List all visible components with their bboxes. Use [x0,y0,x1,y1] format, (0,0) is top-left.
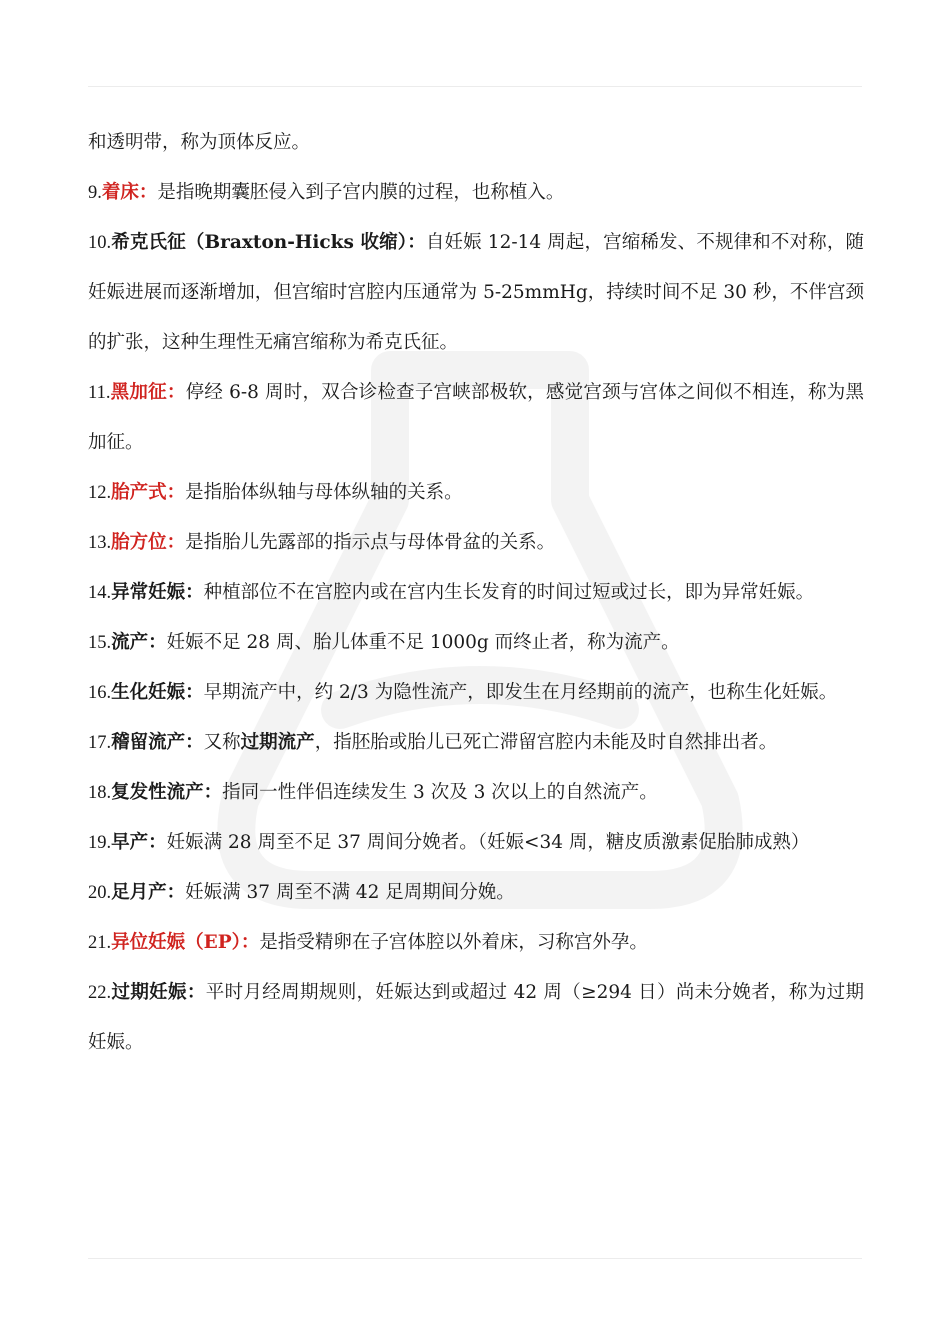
term-separator: ： [166,532,186,553]
item-term: 足月产 [111,882,167,903]
item-term: 希克氏征（Braxton-Hicks 收缩） [111,232,408,253]
item-number: 16. [88,683,112,703]
item-number: 11. [88,383,111,403]
item-term: 胎产式 [111,482,167,503]
definition-item [88,868,864,918]
item-definition: 指同一性伴侣连续发生 3 次及 3 次以上的自然流产。 [222,782,658,803]
item-definition: 平时月经周期规则，妊娠达到或超过 42 周（≥294 日）尚未分娩者，称为过期妊娠。 [88,982,864,1053]
item-term: 生化妊娠 [111,682,186,703]
footer-rule [88,1258,862,1259]
definition-item [88,368,864,468]
definition-item [88,968,864,1068]
term-separator: ： [203,782,223,803]
item-term: 异位妊娠（EP） [111,932,241,953]
definition-item [88,918,864,968]
term-separator: ： [148,632,167,653]
term-separator: ： [185,732,204,753]
item-number: 17. [88,733,112,753]
item-definition: 妊娠满 37 周至不满 42 足周期间分娩。 [185,882,515,903]
definition-item [88,618,864,668]
term-separator: ： [185,682,204,703]
item-number: 19. [88,833,112,853]
item-definition: ，指胚胎或胎儿已死亡滞留宫腔内未能及时自然排出者。 [314,732,778,753]
item-definition: 早期流产中，约 2/3 为隐性流产，即发生在月经期前的流产，也称生化妊娠。 [203,682,838,703]
term-separator: ： [166,382,186,403]
item-number: 15. [88,633,112,653]
definition-item [88,668,864,718]
definition-item [88,218,864,368]
term-separator: ： [148,832,167,853]
item-definition: 是指晚期囊胚侵入到子宫内膜的过程，也称植入。 [157,182,565,203]
item-number: 9. [88,183,102,203]
term-separator: ： [138,182,158,203]
item-definition: 自妊娠 12-14 周起，宫缩稀发、不规律和不对称，随妊娠进展而逐渐增加，但宫缩时宫腔内压通常为 5-25mmHg，持续时间不足 30 秒，不伴宫颈的扩张，这种生理性无痛宫缩称为希克氏征。 [88,232,864,353]
definition-item [88,568,864,618]
term-separator: ： [186,982,206,1003]
item-definition: 是指受精卵在子宫体腔以外着床，习称宫外孕。 [259,932,648,953]
term-separator: ： [185,582,204,603]
item-number: 20. [88,883,112,903]
item-term: 早产 [111,832,149,853]
item-number: 14. [88,583,112,603]
paragraph-continuation [88,118,864,168]
item-definition: 妊娠满 28 周至不足 37 周间分娩者。（妊娠<34 周，糖皮质激素促胎肺成熟） [166,832,810,853]
term-separator: ： [240,932,260,953]
term-separator: ： [166,482,186,503]
item-term: 过期妊娠 [111,982,187,1003]
item-number: 21. [88,933,112,953]
term-separator: ： [166,882,186,903]
definition-item [88,468,864,518]
definition-item [88,718,864,768]
item-term: 流产 [111,632,149,653]
paragraph-text: 和透明带，称为顶体反应。 [88,132,311,153]
item-number: 22. [88,983,112,1003]
definition-item [88,818,864,868]
term-separator: ： [407,232,426,253]
item-term: 黑加征 [110,382,167,403]
item-definition: 是指胎体纵轴与母体纵轴的关系。 [185,482,463,503]
item-definition: 种植部位不在宫腔内或在宫内生长发育的时间过短或过长，即为异常妊娠。 [203,582,815,603]
definition-item [88,518,864,568]
item-definition: 是指胎儿先露部的指示点与母体骨盆的关系。 [185,532,556,553]
item-number: 10. [88,233,112,253]
header-rule [88,86,862,87]
item-term: 稽留流产 [111,732,186,753]
item-term: 胎方位 [111,532,167,553]
item-number: 18. [88,783,112,803]
definition-item [88,168,864,218]
document-body [88,118,864,1068]
item-term: 着床 [101,182,139,203]
item-definition-prefix: 又称 [203,732,241,753]
definition-item [88,768,864,818]
item-number: 13. [88,533,112,553]
item-definition: 妊娠不足 28 周、胎儿体重不足 1000g 而终止者，称为流产。 [166,632,680,653]
inline-term: 过期流产 [240,732,315,753]
item-term: 异常妊娠 [111,582,186,603]
item-term: 复发性流产 [111,782,204,803]
item-definition: 停经 6-8 周时，双合诊检查子宫峡部极软，感觉宫颈与宫体之间似不相连，称为黑加征。 [88,382,864,453]
item-number: 12. [88,483,112,503]
